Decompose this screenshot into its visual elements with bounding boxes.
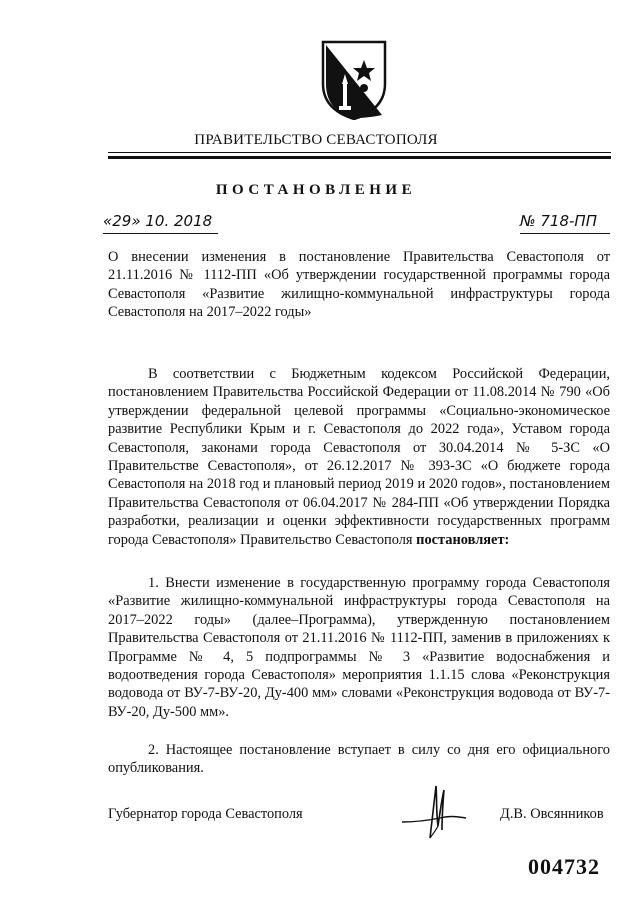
- serial-number: 004732: [528, 854, 600, 879]
- number-underline: [520, 233, 610, 234]
- decision-item-2: [108, 741, 610, 778]
- item-text: 1. Внести изменение в государственную программу города Севастополя «Развитие жилищно-коммунальной инфраструктуры города Севастополя на 2017–2022 годы» (далее–Программа), утвержденную постановлением Правительства Севастополя от 21.11.2016 № 1112-ПП, заменив в приложениях к Программе № 4, 5 подпрограммы № 3 «Развитие водоснабжения и водоотведения города Севастополя» мероприятия 1.1.15 слова «Реконструкция водовода от ВУ-7-ВУ-20, Ду-400 мм» словами «Реконструкция водовода от ВУ-7-ВУ-20, Ду-500 мм».: [108, 575, 610, 720]
- signatory-name: Д.В. Овсянников: [500, 806, 604, 822]
- document-type-title: ПОСТАНОВЛЕНИЕ: [215, 182, 417, 198]
- document-number: № 718-ПП: [520, 212, 597, 230]
- header-rule-thin: [108, 152, 611, 153]
- handwritten-signature: [400, 782, 468, 840]
- preamble-body: В соответствии с Бюджетным кодексом Российской Федерации, постановлением Правительства Российской Федерации от 11.08.2014 № 790 «Об утверждении федеральной целевой программы «Социально-экономическое развитие Республики Крым и г. Севастополя до 2022 года», Уставом города Севастополя, законами города Севастополя от 30.04.2014 № 5-ЗС «О Правительстве Севастополя», от 26.12.2017 № 393-ЗС «О бюджете города Севастополя на 2018 год и плановый период 2019 и 2020 годов», постановлением Правительства Севастополя от 06.04.2017 № 284-ПП «Об утверждении Порядка разработки, реализации и оценки эффективности государственных программ города Севастополя» Правительство Севастополя: [108, 366, 610, 548]
- decree-word: постановляет:: [416, 531, 510, 548]
- header-rule-thick: [108, 156, 611, 159]
- preamble: [108, 365, 610, 549]
- decision-item-1: [108, 574, 610, 721]
- document-subject: [108, 248, 610, 322]
- preamble-text: [108, 365, 610, 549]
- organization-name: ПРАВИТЕЛЬСТВО СЕВАСТОПОЛЯ: [194, 132, 438, 148]
- item-text: 2. Настоящее постановление вступает в силу со дня его официального опубликования.: [108, 742, 610, 777]
- document-date: «29» 10. 2018: [103, 212, 213, 230]
- signatory-title: Губернатор города Севастополя: [108, 806, 303, 822]
- coat-of-arms-icon: [320, 40, 388, 120]
- date-underline: [103, 233, 218, 234]
- subject-text: О внесении изменения в постановление Правительства Севастополя от 21.11.2016 № 1112-ПП «Об утверждении государственной программы города Севастополя «Развитие жилищно-коммунальной инфраструктуры города Севастополя на 2017–2022 годы»: [108, 249, 610, 321]
